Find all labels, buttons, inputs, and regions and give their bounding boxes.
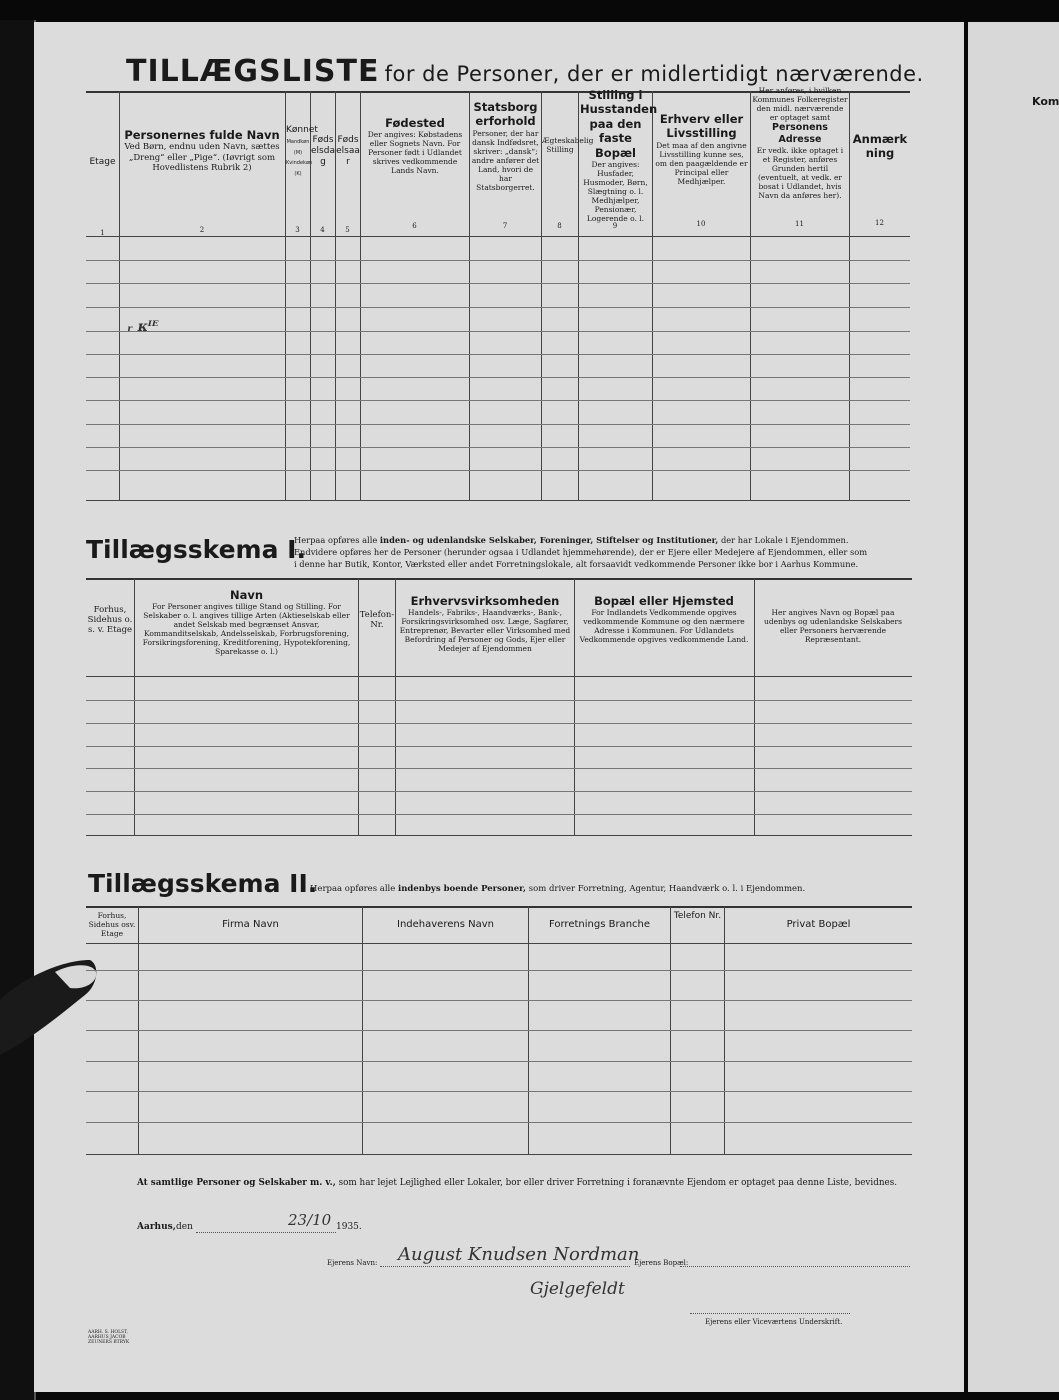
adjacent-page [968,22,1059,1392]
printer-mark: AARH. S. HOLST, AARHUS JACOB ZEUNERS BTRYK [88,1330,130,1346]
list-col-birthplace-sub: Der angives: Købstadens eller Sognets Navn. For Personer født i Udlandet skrives vedkommende Lands Navn. [367,130,463,176]
list-col-sex-title: Kønnet [286,125,318,135]
skema1-col-business-sub: Handels-, Fabriks-, Haandværks-, Bank-, Forsikringsvirksomhed osv. Læge, Sagfører, Entreprenør, Bevarter eller Virksomhed med Befordring af Personer og Gods, Ejer eller Medejer af Ejendommen [399,608,571,654]
list-col-birthplace [362,116,468,175]
list-col-sex [286,125,318,179]
skema1-intro-line1 [294,536,848,546]
list-col-citizenship-title: Statsborgerforhold [473,100,538,129]
list-col-name-sub: Ved Børn, endnu uden Navn, sættes „Dreng“ eller „Pige“. (Iøvrigt som Hovedlistens Rubrik 2) [124,142,280,173]
list-col-num: 1 [100,229,105,237]
skema1-intro-prefix: Herpaa opføres alle [294,535,380,545]
list-col-num: 7 [502,222,508,230]
date-year: 1935. [336,1222,362,1232]
list-col-household [580,88,658,223]
owner-name-label: Ejerens Navn: [327,1259,378,1267]
skema2-col-owner: Indehaverens Navn [397,919,494,930]
skema1-intro-mid: der har Lokale i Ejendommen. [718,535,849,545]
list-col-num: 11 [795,220,804,228]
skema2-col-firm: Firma Navn [222,919,279,930]
skema2-intro-bold: indenbys boende Personer, [398,884,527,894]
skema2-intro-rest: som driver Forretning, Agentur, Haandværk o. l. i Ejendommen. [526,884,806,894]
list-col-occupation [654,112,749,186]
list-col-num: 8 [557,222,562,230]
list-col-name-title: Personernes fulde Navn [124,128,280,142]
skema1-col-phone: Telefon-Nr. [359,610,395,631]
list-col-address-sub: Er vedk. ikke optaget i et Register, anføres Grunden hertil (eventuelt, at vedk. er bosat i Udlandet, hvis Navn da anføres her). [756,145,844,200]
skema1-col-representative: Her angives Navn og Bopæl paa udenbys og udenlandske Selskabers eller Personers herværende Repræsentant. [763,608,902,644]
skema1-col-residence-title: Bopæl eller Hjemsted [594,594,734,608]
skema2-col-etage: Forhus, Sidehus osv. Etage [88,911,136,938]
list-col-remark [850,132,910,161]
skema1-top-rule [86,578,912,580]
list-col-occupation-title: Erhverv eller Livsstilling [659,112,744,141]
signature-label: Ejerens eller Viceværtens Underskrift. [705,1318,843,1326]
skema2-col-branch: Forretnings Branche [548,919,651,930]
skema1-col-name-title: Navn [229,588,264,602]
list-col-num: 12 [875,219,884,227]
owner-address-label: Ejerens Bopæl: [634,1259,689,1267]
attestation-statement [137,1178,897,1188]
skema1-col-name [137,588,356,656]
list-title-rest: for de Personer, der er midlertidigt nærværende. [384,62,924,86]
list-col-citizenship [471,100,540,192]
list-col-name [121,128,283,173]
list-col-household-title: Stilling i Husstanden paa den faste Bopæl [580,88,658,160]
skema1-title: Tillægsskema I. [86,535,306,564]
list-col-occupation-sub: Det maa af den angivne Livsstilling kunne ses, om den paagældende er Principal eller Medhjælper. [655,140,748,186]
thumb [0,960,100,1060]
list-col-num: 9 [612,222,618,230]
book-spine [0,20,36,1400]
skema2-top-rule [86,906,912,908]
list-col-household-sub: Der angives: Husfader, Husmoder, Børn, Slægtning o. l. Medhjælper, Pensionær, Logerende o. l. [583,159,648,223]
list-col-address-subtop: Her anføres, i hvilken Kommunes Folkeregister den midl. nærværende er optaget samt [752,86,848,122]
list-scribble: ᵣ ᴋᴵᴱ [127,319,159,335]
skema1-intro-line2: Endvidere opføres her de Personer (herunder ogsaa i Udlandet hjemmehørende), der er Ejere eller Medejere af Ejendommen, eller som [294,547,868,557]
list-col-num: 6 [412,222,417,230]
list-col-num: 10 [696,220,706,228]
list-col-birthday: Fødselsdag [311,135,335,167]
skema1-col-residence-sub: For Indlandets Vedkommende opgives vedkommende Kommune og den nærmere Adresse i Kommunen. For Udlandets Vedkommende opgives vedkommende Land. [579,608,749,645]
skema2-title: Tillægsskema II. [88,869,318,898]
list-col-num: 2 [199,226,205,234]
list-col-etage [86,157,119,168]
skema2-intro [310,885,805,895]
skema1-intro-line3: i denne har Butik, Kontor, Værksted eller andet Forretningslokale, alt forsaavidt vedkommende Personer ikke bor i Aarhus Kommune. [294,559,859,569]
owner-address-signature: Gjelgefeldt [530,1279,625,1299]
list-col-address [752,86,848,200]
list-col-marital: Ægteskabelig Stilling [542,136,594,154]
attestation-rest: som har lejet Lejlighed eller Lokaler, bor eller driver Forretning i foranævnte Ejendom er optaget paa denne Liste, bevidnes. [335,1178,898,1188]
list-col-birthyear: Fødselsaar [336,135,360,167]
date-handwritten: 23/10 [288,1211,332,1229]
list-col-remark-title: Anmærkning [852,132,908,161]
skema1-col-business-title: Erhvervsvirksomheden [410,594,560,608]
skema1-col-residence [576,594,752,644]
list-col-sex-sub: Mandkøn (M) Kvindekøn (K) [286,138,313,178]
skema2-col-private-address: Privat Bopæl [786,919,851,930]
list-col-birthplace-title: Fødested [385,116,445,130]
date-den-label: den [176,1222,193,1232]
place-label: Aarhus, [137,1222,176,1232]
list-col-etage-title: Etage [89,157,116,167]
adjacent-page-fragment: Kom [1032,95,1059,108]
attestation-bold: At samtlige Personer og Selskaber m. v., [137,1178,336,1188]
list-col-num: 3 [295,226,300,234]
list-title-main: TILLÆGSLISTE [126,54,380,89]
list-col-address-title: Personens Adresse [772,122,828,145]
skema2-intro-prefix: Herpaa opføres alle [310,884,399,894]
list-col-num: 4 [320,226,325,234]
list-col-citizenship-sub: Personer, der har dansk Indfødsret, skriver: „dansk“; andre anfører det Land, hvori de har Statsborgerret. [471,128,540,192]
list-header-rule [86,236,910,237]
skema1-col-business [397,594,573,653]
skema1-col-name-sub: For Personer angives tillige Stand og Stilling. For Selskaber o. l. angives tillige Arten (Aktieselskab eller andet Selskab med begrænset Ansvar, Kommanditselskab, Andelsselskab, Forbrugsforening, Forsikringsforening, Kreditforening, Hypotekforening, Sparekasse o. l.) [142,602,351,657]
skema1-col-etage: Forhus, Sidehus o. s. v. Etage [87,605,133,636]
list-col-num: 5 [345,226,350,234]
skema2-col-phone: Telefon Nr. [673,911,722,921]
list-title [126,55,924,90]
owner-name-signature: August Knudsen Nordman [398,1244,640,1265]
skema1-intro-bold: inden- og udenlandske Selskaber, Foreninger, Stiftelser og Institutioner, [379,535,719,545]
